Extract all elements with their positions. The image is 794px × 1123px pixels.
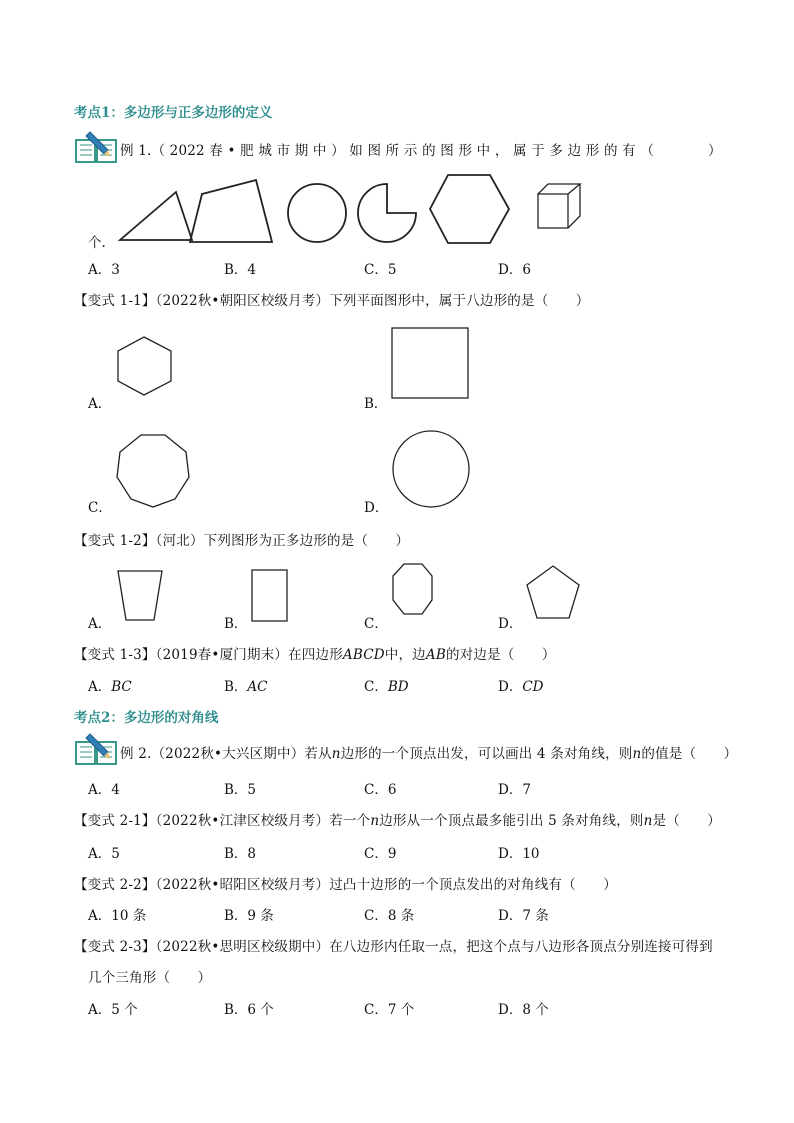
v21-stem (74, 809, 721, 829)
v21-stem-pre: 【变式 2-1】（2022秋•江津区校级月考）若一个 (74, 813, 371, 829)
v21-var-n: n (643, 813, 653, 829)
v13-option-c[interactable] (364, 675, 409, 695)
v21-stem-post: 是（ ） (652, 813, 721, 829)
v11-option-d[interactable]: D． (364, 500, 389, 516)
q2-option-b[interactable]: B．5 (224, 782, 257, 798)
topic-1-heading: 考点1：多边形与正多边形的定义 (74, 105, 273, 121)
triangle-figure (116, 188, 196, 244)
v12-pentagon-figure (524, 564, 582, 622)
v23-option-c[interactable]: C．7 个 (364, 1002, 415, 1018)
book-pencil-icon (74, 732, 118, 768)
hexagon-figure (428, 172, 512, 246)
v21-option-a[interactable]: A．5 (88, 846, 120, 862)
q2-option-c[interactable]: C．6 (364, 782, 397, 798)
q2-var-n: n (632, 746, 642, 762)
v21-option-b[interactable]: B．8 (224, 846, 257, 862)
v11-hexagon-figure (114, 334, 176, 398)
v13-stem-mid: 中，边 (384, 647, 426, 663)
v12-rectangle-figure (250, 568, 290, 624)
option-value: AC (247, 679, 268, 695)
v13-option-a[interactable] (88, 675, 132, 695)
v13-option-d[interactable] (498, 675, 543, 695)
option-label: A． (88, 679, 112, 695)
v13-side-name: AB (425, 647, 446, 663)
v12-trapezoid-figure (116, 568, 166, 624)
option-label: B． (224, 679, 248, 695)
v13-quad-name: ABCD (342, 647, 385, 663)
topic-2-heading: 考点2：多边形的对角线 (74, 710, 219, 726)
q1-paren-close: ） (708, 143, 722, 159)
q2-var-n: n (331, 746, 341, 762)
v22-stem: 【变式 2-2】（2022秋•昭阳区校级月考）过凸十边形的一个顶点发出的对角线有（ ） (74, 877, 617, 893)
v13-stem-pre: 【变式 1-3】（2019春•厦门期末）在四边形 (74, 647, 343, 663)
q2-stem-pre: 例 2.（2022秋•大兴区期中）若从 (120, 746, 332, 762)
v11-option-c[interactable]: C． (88, 500, 112, 516)
v12-option-c[interactable]: C． (364, 616, 388, 632)
v13-option-b[interactable] (224, 675, 268, 695)
circle-figure (286, 182, 350, 246)
option-value: BC (111, 679, 132, 695)
v23-stem-line2: 几个三角形（ ） (88, 970, 212, 986)
v13-stem (74, 643, 556, 663)
v11-octagon-figure (114, 432, 192, 510)
quadrilateral-figure (186, 176, 276, 246)
q1-option-c[interactable]: C．5 (364, 262, 397, 278)
v11-stem: 【变式 1-1】（2022秋•朝阳区校级月考）下列平面图形中，属于八边形的是（ ） (74, 293, 590, 309)
v11-circle-figure (390, 428, 472, 510)
v12-irregular-octagon-figure (390, 562, 436, 618)
q1-option-a[interactable]: A．3 (88, 262, 120, 278)
v12-option-b[interactable]: B． (224, 616, 248, 632)
option-label: C． (364, 679, 388, 695)
v11-option-b[interactable]: B． (364, 396, 388, 412)
q2-option-a[interactable]: A．4 (88, 782, 120, 798)
v21-stem-mid: 边形从一个顶点最多能引出 5 条对角线，则 (379, 813, 644, 829)
book-pencil-icon (74, 130, 118, 166)
q1-stem: 例 1.（ 2022 春 • 肥 城 市 期 中 ） 如 图 所 示 的 图 形 中 ， 属 于 多 边 形 的 有 （ (120, 143, 655, 159)
v21-var-n: n (370, 813, 380, 829)
v23-option-a[interactable]: A．5 个 (88, 1002, 138, 1018)
q2-stem-mid: 边形的一个顶点出发，可以画出 4 条对角线，则 (340, 746, 633, 762)
q2-option-d[interactable]: D．7 (498, 782, 531, 798)
option-label: D． (498, 679, 523, 695)
v21-option-c[interactable]: C．9 (364, 846, 397, 862)
q1-tail-text: 个. (88, 235, 106, 251)
sector-figure (356, 182, 420, 246)
v21-option-d[interactable]: D．10 (498, 846, 540, 862)
v23-stem-line1: 【变式 2-3】（2022秋•思明区校级期中）在八边形内任取一点，把这个点与八边形各顶点分别连接可得到 (74, 939, 713, 955)
v22-option-b[interactable]: B．9 条 (224, 908, 274, 924)
option-value: BD (387, 679, 409, 695)
v11-option-a[interactable]: A． (88, 396, 112, 412)
v11-square-figure (390, 326, 470, 400)
v22-option-a[interactable]: A．10 条 (88, 908, 147, 924)
v23-option-d[interactable]: D．8 个 (498, 1002, 549, 1018)
v22-option-d[interactable]: D．7 条 (498, 908, 549, 924)
q2-stem-post: 的值是（ ） (641, 746, 738, 762)
v23-option-b[interactable]: B．6 个 (224, 1002, 274, 1018)
v12-option-a[interactable]: A． (88, 616, 112, 632)
q1-option-b[interactable]: B．4 (224, 262, 257, 278)
v12-option-d[interactable]: D． (498, 616, 523, 632)
v22-option-c[interactable]: C．8 条 (364, 908, 415, 924)
v13-stem-post: 的对边是（ ） (445, 647, 556, 663)
q2-stem (120, 742, 737, 762)
v12-stem: 【变式 1-2】（河北）下列图形为正多边形的是（ ） (74, 533, 410, 549)
cube-figure (534, 180, 584, 232)
option-value: CD (522, 679, 544, 695)
q1-option-d[interactable]: D．6 (498, 262, 531, 278)
